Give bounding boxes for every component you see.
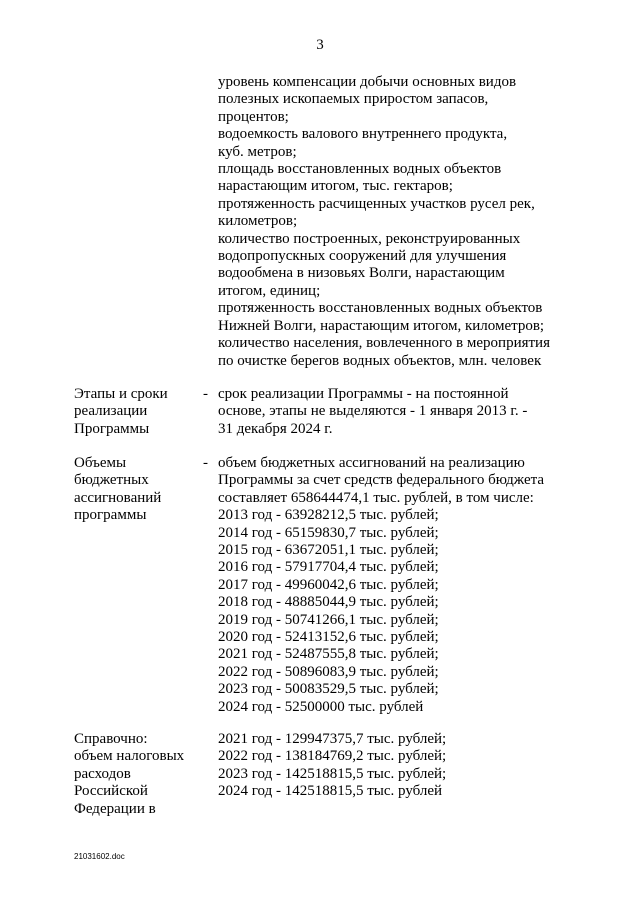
indicator-line: километров; — [218, 213, 298, 230]
indicator-line: процентов; — [218, 108, 289, 125]
section-label-line: Федерации в — [74, 800, 156, 817]
indicator-line: уровень компенсации добычи основных видов — [218, 74, 517, 90]
section-value-line: 2024 год - 142518815,5 тыс. рублей — [218, 783, 443, 800]
indicator-line: протяженность восстановленных водных объектов — [218, 300, 543, 317]
section-value-stages — [218, 386, 527, 438]
section-value-line: 2023 год - 50083529,5 тыс. рублей; — [218, 681, 439, 698]
section-value-line: 2018 год - 48885044,9 тыс. рублей; — [218, 594, 439, 611]
indicator-line: по очистке берегов водных объектов, млн. человек — [218, 352, 542, 369]
indicator-line: водопропускных сооружений для улучшения — [218, 248, 507, 265]
section-value-line: 2014 год - 65159830,7 тыс. рублей; — [218, 524, 439, 541]
section-label-line: реализации — [74, 403, 148, 420]
section-label-line: расходов — [74, 765, 131, 782]
section-label-line: бюджетных — [74, 472, 149, 489]
document-filename: 21031602.doc — [74, 852, 125, 861]
indicator-list — [218, 74, 550, 370]
section-value-line: 2021 год - 52487555,8 тыс. рублей; — [218, 646, 439, 663]
section-value-tax-expenses — [218, 731, 446, 801]
section-value-line: 2017 год - 49960042,6 тыс. рублей; — [218, 576, 439, 593]
section-label-line: программы — [74, 507, 147, 524]
indicator-line: итогом, единиц; — [218, 282, 321, 299]
indicator-line: нарастающим итогом, тыс. гектаров; — [218, 178, 453, 195]
indicator-line: Нижней Волги, нарастающим итогом, километров; — [218, 317, 545, 334]
section-value-line: основе, этапы не выделяются - 1 января 2013 г. - — [218, 403, 528, 420]
page-number: 3 — [316, 37, 324, 53]
section-value-line: 2022 год - 138184769,2 тыс. рублей; — [218, 748, 447, 765]
section-label-line: Объемы — [74, 455, 127, 471]
section-label-stages — [74, 386, 168, 438]
indicator-line: количество населения, вовлеченного в мероприятия — [218, 335, 550, 352]
section-label-line: Российской — [74, 783, 148, 800]
section-label-line: Этапы и сроки — [74, 386, 168, 402]
indicator-line: площадь восстановленных водных объектов — [218, 161, 502, 178]
indicator-line: полезных ископаемых приростом запасов, — [218, 91, 489, 108]
section-value-line: 2022 год - 50896083,9 тыс. рублей; — [218, 663, 439, 680]
section-value-line: 2021 год - 129947375,7 тыс. рублей; — [218, 731, 447, 747]
section-value-line: 2016 год - 57917704,4 тыс. рублей; — [218, 559, 439, 576]
indicator-line: куб. метров; — [218, 143, 297, 160]
section-value-line: срок реализации Программы - на постоянной — [218, 386, 509, 402]
section-dash: - — [203, 455, 208, 471]
section-value-line: 2013 год - 63928212,5 тыс. рублей; — [218, 507, 439, 524]
indicator-line: водоемкость валового внутреннего продукта, — [218, 126, 508, 143]
section-value-line: 2020 год - 52413152,6 тыс. рублей; — [218, 629, 439, 646]
section-label-line: объем налоговых — [74, 748, 185, 765]
section-value-budget — [218, 455, 544, 716]
section-label-line: Программы — [74, 420, 150, 437]
section-dash: - — [203, 386, 208, 402]
section-value-line: составляет 658644474,1 тыс. рублей, в том числе: — [218, 489, 534, 506]
section-value-line: 31 декабря 2024 г. — [218, 420, 333, 437]
section-label-budget — [74, 455, 161, 525]
indicator-line: водообмена в низовьях Волги, нарастающим — [218, 265, 505, 282]
section-label-line: Справочно: — [74, 731, 148, 747]
section-label-tax-expenses — [74, 731, 184, 818]
section-value-line: 2015 год - 63672051,1 тыс. рублей; — [218, 542, 439, 559]
indicator-line: протяженность расчищенных участков русел рек, — [218, 195, 535, 212]
indicator-line: количество построенных, реконструированных — [218, 230, 521, 247]
section-value-line: 2019 год - 50741266,1 тыс. рублей; — [218, 611, 439, 628]
section-label-line: ассигнований — [74, 489, 162, 506]
section-value-line: 2024 год - 52500000 тыс. рублей — [218, 698, 424, 715]
section-value-line: 2023 год - 142518815,5 тыс. рублей; — [218, 765, 447, 782]
section-value-line: объем бюджетных ассигнований на реализацию — [218, 455, 525, 471]
section-value-line: Программы за счет средств федерального бюджета — [218, 472, 545, 489]
